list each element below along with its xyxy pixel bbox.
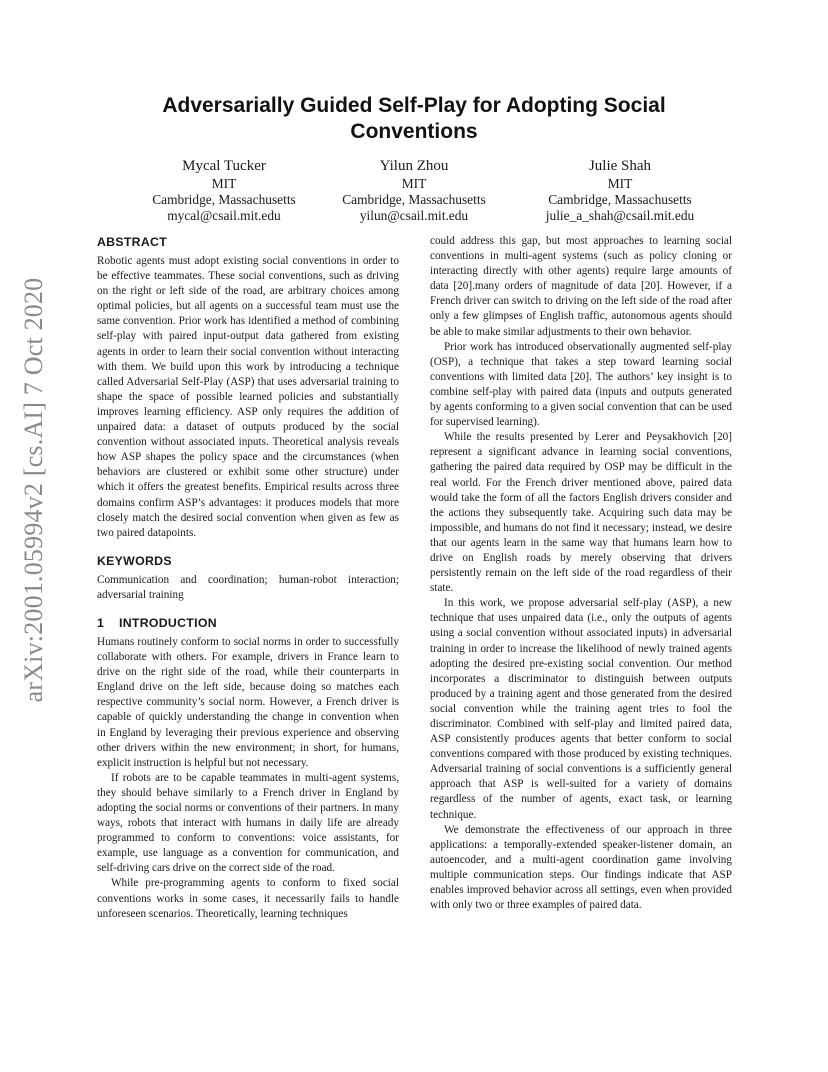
intro-paragraph: If robots are to be capable teammates in multi-agent systems, they should behave similarly to a French driver in England by adopting the social norms or conventions of their partners. In many ways, robots that interact with humans in daily life are already programmed to conform to conventions: voice assistants, for example, use language as a convention for communication, and self-driving cars drive on the correct side of the road. [97, 771, 399, 875]
keywords-text: Communication and coordination; human-robot interaction; adversarial training [97, 573, 399, 601]
author-block [124, 157, 324, 224]
left-column [97, 234, 399, 922]
intro-paragraph: In this work, we propose adversarial self-play (ASP), a new technique that uses unpaired data (i.e., only the outputs of agents using a social convention without associated inputs) in adversarial training in order to increase the likelihood of newly trained agents adopting the desired pre-existing social convention. Our method incorporates a discriminator to distinguish between outputs produced by a training agent and those generated from the desired social convention while the training agent tries to fool the discriminator. Combined with self-play and limited paired data, ASP consistently produces agents that better conform to social conventions compared with those produced by existing techniques. Adversarial training of social conventions is a sufficiently general approach that ASP is well-suited for a variety of domains regardless of the number of agents, exact task, or learning technique. [430, 597, 732, 821]
author-name: Julie Shah [588, 158, 652, 174]
author-email: julie_a_shah@csail.mit.edu [545, 208, 695, 223]
keywords-heading: KEYWORDS [97, 553, 172, 568]
intro-paragraph: While pre-programming agents to conform to fixed social conventions works in some cases, it necessarily fails to handle unforeseen scenarios. Theoretically, learning techniques [97, 877, 399, 920]
author-email: mycal@csail.mit.edu [167, 208, 281, 223]
author-affiliation: MIT [607, 176, 633, 191]
abstract-heading: ABSTRACT [97, 235, 168, 249]
author-location: Cambridge, Massachusetts [152, 192, 296, 207]
intro-paragraph: We demonstrate the effectiveness of our approach in three applications: a temporally-extended speaker-listener domain, an autoencoder, and a multi-agent coordination game involving multiple communication steps. Our findings indicate that ASP enables improved behavior across all settings, even when provided with only two or three examples of paired data. [430, 823, 732, 912]
intro-paragraph: Prior work has introduced observationally augmented self-play (OSP), a technique that takes a step toward learning social conventions with limited data [20]. The authors’ key insight is to combine self-play with paired data (inputs and outputs generated by agents conforming to a given social convention that can be used for supervised learning). [430, 340, 732, 429]
author-email: yilun@csail.mit.edu [359, 208, 469, 223]
introduction-heading [97, 615, 399, 631]
author-affiliation: MIT [401, 176, 427, 191]
section-number: 1 [97, 615, 105, 630]
intro-paragraph: Humans routinely conform to social norms in order to successfully collaborate with others. For example, drivers in France learn to drive on the right side of the road, while their counterparts in England drive on the left side, because doing so matches each respective community’s social norm. However, a French driver is capable of quickly understanding the change in convention when in England by leveraging their previous experience and observing other drivers within the new environment; in short, for humans, explicit instruction is helpful but not necessary. [97, 635, 399, 769]
intro-paragraph: While the results presented by Lerer and Peysakhovich [20] represent a significant advance in learning social conventions, gathering the paired data required by OSP may be difficult in the real world. For the French driver mentioned above, paired data would take the form of all the factors English drivers consider and the actions they subsequently take. Acquiring such data may be impossible, and humans do not find it necessary; instead, we desire that our agents learn in the same way that humans learn how to drive on English roads by merely observing that drivers persistently remain on the left side of the road regardless of their state. [430, 431, 732, 595]
author-block [520, 157, 720, 224]
abstract-text: Robotic agents must adopt existing social conventions in order to be effective teammates. These social conventions, such as driving on the right or left side of the road, are arbitrary choices among optimal policies, but all agents on a successful team must use the same convention. Prior work has identified a method of combining self-play with paired input-output data gathered from existing agents in order to learn their social convention without interacting with them. We build upon this work by introducing a technique called Adversarial Self-Play (ASP) that uses adversarial training to shape the space of possible learned policies and substantially improves learning efficiency. ASP only requires the addition of unpaired data: a dataset of outputs produced by the social convention without associated inputs. Theoretical analysis reveals how ASP shapes the policy space and the circumstances (when behaviors are clustered or exhibit some other structure) under which it offers the greatest benefits. Empirical results across three domains confirm ASP’s advantages: it produces models that more closely match the desired social convention when given as few as two paired datapoints. [97, 255, 399, 539]
intro-paragraph: could address this gap, but most approaches to learning social conventions in multi-agent systems (such as policy cloning or interacting directly with other agents) require large amounts of data [20].many orders of magnitude of data [20]. However, if a French driver can switch to driving on the left side of the road after only a few glimpses of English traffic, autonomous agents should be able to make similar adjustments to their own behavior. [430, 235, 732, 338]
author-affiliation: MIT [211, 176, 237, 191]
author-name: Mycal Tucker [182, 158, 266, 174]
arxiv-watermark [14, 277, 54, 703]
paper-title: Adversarially Guided Self-Play for Adopting Social Conventions [162, 94, 666, 143]
arxiv-identifier: arXiv:2001.05994v2 [cs.AI] 7 Oct 2020 [19, 277, 48, 703]
section-title: INTRODUCTION [119, 615, 217, 630]
right-column [430, 234, 732, 913]
author-location: Cambridge, Massachusetts [342, 192, 486, 207]
author-name: Yilun Zhou [379, 158, 449, 174]
author-location: Cambridge, Massachusetts [548, 192, 692, 207]
author-block [314, 157, 514, 224]
